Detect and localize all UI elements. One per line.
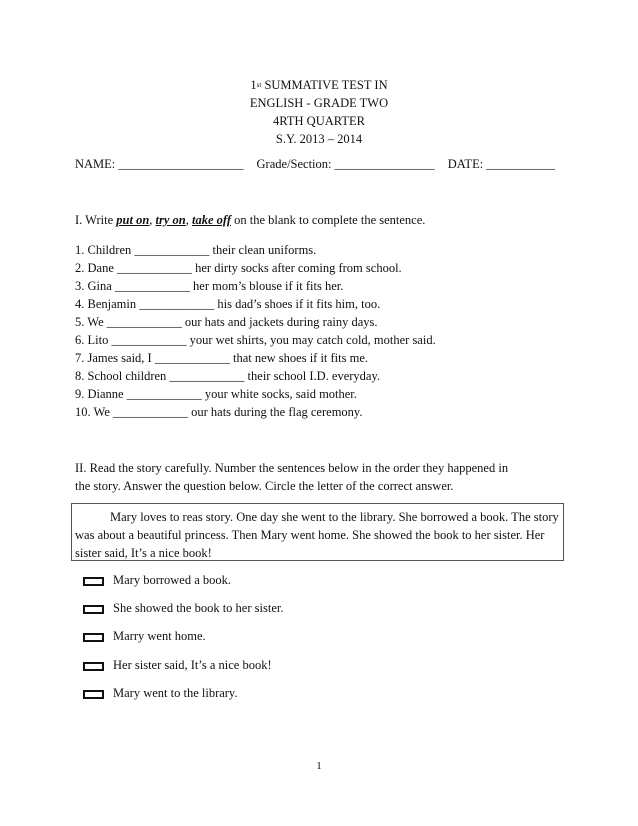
test-header bbox=[0, 76, 638, 148]
header-title: 1st SUMMATIVE TEST IN bbox=[250, 78, 388, 92]
answer-box[interactable] bbox=[83, 690, 104, 699]
list-item: 10. We ____________ our hats during the flag ceremony. bbox=[75, 405, 363, 419]
section-1-instructions: I. Write put on, try on, take off on the blank to complete the sentence. bbox=[75, 213, 426, 227]
list-item: 1. Children ____________ their clean uniforms. bbox=[75, 243, 317, 257]
header-school-year: S.Y. 2013 – 2014 bbox=[275, 132, 363, 146]
header-quarter: 4RTH QUARTER bbox=[273, 114, 365, 128]
option-take-off: take off bbox=[192, 213, 232, 227]
list-item: 5. We ____________ our hats and jackets during rainy days. bbox=[75, 315, 378, 329]
list-item: 4. Benjamin ____________ his dad’s shoes if it fits him, too. bbox=[75, 297, 381, 311]
answer-box[interactable] bbox=[83, 633, 104, 642]
sequence-item: She showed the book to her sister. bbox=[83, 599, 563, 617]
option-put-on: put on bbox=[116, 213, 150, 227]
page-number: 1 bbox=[316, 760, 322, 772]
sequence-item: Marry went home. bbox=[83, 627, 563, 645]
date-field: DATE: ___________ bbox=[447, 157, 556, 171]
list-item: 3. Gina ____________ her mom’s blouse if it fits her. bbox=[75, 279, 344, 293]
list-item: 6. Lito ____________ your wet shirts, you may catch cold, mother said. bbox=[75, 333, 436, 347]
list-item: 8. School children ____________ their school I.D. everyday. bbox=[75, 369, 381, 383]
sequence-item: Her sister said, It’s a nice book! bbox=[83, 656, 563, 674]
answer-box[interactable] bbox=[83, 662, 104, 671]
section-1-items bbox=[75, 241, 575, 421]
answer-box[interactable] bbox=[83, 577, 104, 586]
option-try-on: try on bbox=[155, 213, 186, 227]
section-2-instructions: II. Read the story carefully. Number the sentences below in the order they happened in the story. Answer the question below. Circle the letter of the correct answer. bbox=[75, 461, 509, 493]
story-box bbox=[71, 503, 564, 561]
sequence-item: Mary went to the library. bbox=[83, 684, 563, 702]
list-item: 7. James said, I ____________ that new shoes if it fits me. bbox=[75, 351, 369, 365]
header-subject: ENGLISH - GRADE TWO bbox=[249, 96, 389, 110]
list-item: 9. Dianne ____________ your white socks, said mother. bbox=[75, 387, 357, 401]
list-item: 2. Dane ____________ her dirty socks after coming from school. bbox=[75, 261, 402, 275]
story-text: Mary loves to reas story. One day she went to the library. She borrowed a book. The story was about a beautiful princess. Then Mary went home. She showed the book to her sister. Her sister said, It’s a nice book! bbox=[75, 510, 559, 560]
student-info-line bbox=[75, 157, 565, 172]
name-field: NAME: ____________________ bbox=[75, 157, 244, 171]
answer-box[interactable] bbox=[83, 605, 104, 614]
sequence-item: Mary borrowed a book. bbox=[83, 571, 563, 589]
grade-section-field: Grade/Section: ________________ bbox=[256, 157, 435, 171]
